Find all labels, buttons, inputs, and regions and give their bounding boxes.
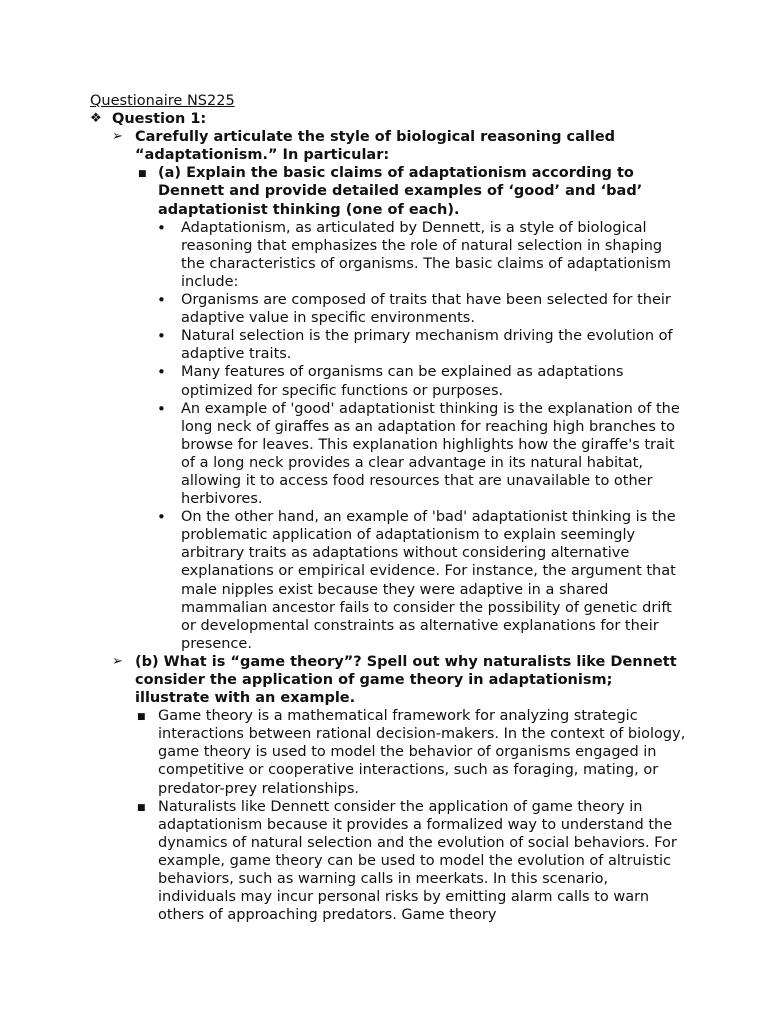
arrow-bullet-icon: ➢: [112, 129, 123, 145]
round-bullet-icon: •: [157, 218, 166, 237]
part-a-answer: [90, 219, 690, 291]
part-a-answer-text: Natural selection is the primary mechanism driving the evolution of adaptive traits.: [181, 328, 673, 363]
square-bullet-icon: ■: [138, 169, 147, 180]
document-title: Questionaire NS225: [90, 93, 235, 109]
part-a-prompt: [90, 164, 690, 218]
part-a-answer-text: An example of 'good' adaptationist thinking is the explanation of the long neck of giraffes as an adaptation for reaching high branches to browse for leaves. This explanation highlights how the giraffe's trait of a long neck provides a clear advantage in its natural habitat, allowing it to access food resources that are unavailable to other herbivores.: [181, 400, 680, 508]
square-bullet-icon: ■: [137, 712, 146, 723]
part-a-answer-text: Adaptationism, as articulated by Dennett, is a style of biological reasoning that emphasizes the role of natural selection in shaping the characteristics of organisms. The basic claims of adaptationism include:: [181, 219, 672, 290]
square-bullet-icon: ■: [137, 802, 146, 813]
part-a-text: (a) Explain the basic claims of adaptationism according to Dennett and provide detailed examples of ‘good’ and ‘bad’ adaptationist thinking (one of each).: [158, 165, 643, 218]
part-a-answer: [90, 508, 690, 653]
question-heading: [90, 110, 690, 128]
diamond-bullet-icon: ❖: [90, 111, 102, 127]
part-b-answer-text: Naturalists like Dennett consider the application of game theory in adaptationism because it provides a formalized way to understand the dynamics of natural selection and the evolution of social behaviors. For example, game theory can be used to model the evolution of altruistic behaviors, such as warning calls in meerkats. In this scenario, individuals may incur personal risks by emitting alarm calls to warn others of approaching predators. Game theory: [158, 798, 677, 924]
part-a-answer: [90, 363, 690, 399]
part-b-prompt: [90, 653, 690, 707]
part-b-answer: [90, 798, 690, 925]
part-a-answer-text: On the other hand, an example of 'bad' adaptationist thinking is the problematic application of adaptationism to explain seemingly arbitrary traits as adaptations without considering alternative explanations or empirical evidence. For instance, the argument that male nipples exist because they were adaptive in a shared mammalian ancestor fails to consider the possibility of genetic drift or developmental constraints as alternative explanations for their presence.: [181, 509, 676, 652]
round-bullet-icon: •: [157, 508, 166, 527]
part-a-answer: [90, 291, 690, 327]
document-body: [90, 92, 690, 924]
round-bullet-icon: •: [157, 399, 166, 418]
part-a-answer: [90, 400, 690, 509]
part-a-answer-text: Organisms are composed of traits that have been selected for their adaptive value in specific environments.: [181, 292, 671, 327]
arrow-bullet-icon: ➢: [112, 653, 123, 669]
round-bullet-icon: •: [157, 291, 166, 310]
part-b-text: (b) What is “game theory”? Spell out why naturalists like Dennett consider the application of game theory in adaptationism; illustrate with an example.: [135, 653, 677, 707]
round-bullet-icon: •: [157, 363, 166, 382]
part-b-answer: [90, 707, 690, 797]
part-a-answer: [90, 327, 690, 363]
round-bullet-icon: •: [157, 327, 166, 346]
part-b-answer-text: Game theory is a mathematical framework for analyzing strategic interactions between rational decision-makers. In the context of biology, game theory is used to model the behavior of organisms engaged in competitive or cooperative interactions, such as foraging, mating, or predator-prey relationships.: [158, 708, 686, 797]
main-prompt-text: Carefully articulate the style of biological reasoning called “adaptationism.” In particular:: [135, 129, 616, 164]
main-prompt: [90, 128, 690, 164]
question-label: Question 1:: [112, 111, 207, 128]
part-a-answer-text: Many features of organisms can be explained as adaptations optimized for specific functions or purposes.: [181, 364, 624, 399]
